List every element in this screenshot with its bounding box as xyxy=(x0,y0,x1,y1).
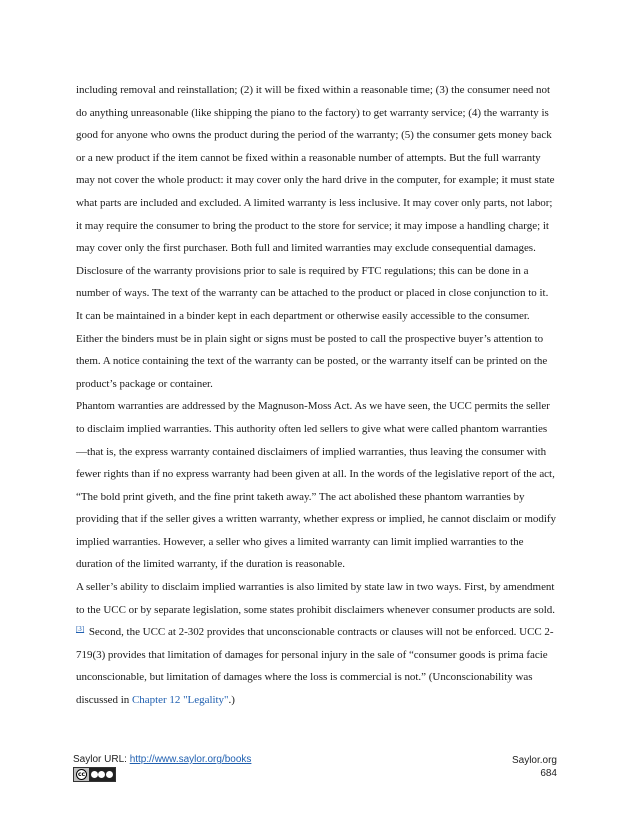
cc-icon: cc xyxy=(77,771,86,778)
license-terms-icons xyxy=(89,768,115,781)
footer-page-info xyxy=(512,754,557,780)
paragraph-text-middle: Second, the UCC at 2-302 provides that unconscionable contracts or clauses will not be enforced. UCC 2-719(3) provides that limitation of damages for personal injury in the sale of “consumer goods is prima facie unconscionable, but limitation of damages where the loss is commercial is not.” (Unconscionability was discussed in xyxy=(76,626,554,707)
page-number: 684 xyxy=(540,768,557,779)
by-icon xyxy=(91,771,98,778)
chapter-12-link[interactable]: Chapter 12 "Legality" xyxy=(131,694,229,707)
footer-source xyxy=(73,754,251,765)
paragraph-phantom-warranties: Phantom warranties are addressed by the Magnuson-Moss Act. As we have seen, the UCC permits the seller to disclaim implied warranties. This authority often led sellers to give what were called phantom warranties—that is, the express warranty contained disclaimers of implied warranties, thus leaving the consumer with fewer rights than if no express warranty had been given at all. In the words of the legislative report of the act, “The bold print giveth, and the fine print taketh away.” The act abolished these phantom warranties by providing that if the seller gives a written warranty, whether express or implied, he cannot disclaim or modify implied warranties. However, a seller who gives a limited warranty can limit implied warranties to the duration of the limited warranty, if the duration is reasonable. xyxy=(76,400,557,571)
paragraph-text-start: A seller’s ability to disclaim implied warranties is also limited by state law in two ways. First, by amendment to the UCC or by separate legislation, some states prohibit disclaimers whenever consumer products are sold. xyxy=(76,581,555,616)
paragraph-text-end: .) xyxy=(228,694,235,707)
page-body xyxy=(76,79,556,712)
creative-commons-license-badge[interactable] xyxy=(73,767,116,782)
footnote-ref-3[interactable]: [3] xyxy=(76,624,85,633)
nc-icon xyxy=(98,771,105,778)
paragraph-state-law-limits xyxy=(76,576,556,712)
paragraph-warranty-coverage: including removal and reinstallation; (2) it will be fixed within a reasonable time; (3) the consumer need not do anything unreasonable (like shipping the piano to the factory) to get warranty service; (4) the warranty is good for anyone who owns the product during the period of the warranty; (5) the consumer gets money back or a new product if the item cannot be fixed within a reasonable number of attempts. But the full warranty may not cover the whole product: it may cover only the hard drive in the computer, for example; it must state what parts are included and excluded. A limited warranty is less inclusive. It may cover only parts, not labor; it may require the consumer to bring the product to the store for service; it may impose a handling charge; it may cover only the first purchaser. Both full and limited warranties may exclude consequential damages. xyxy=(76,84,555,255)
paragraph-disclosure: Disclosure of the warranty provisions prior to sale is required by FTC regulations; this can be done in a number of ways. The text of the warranty can be attached to the product or placed in close conjunction to it. It can be maintained in a binder kept in each department or otherwise easily accessible to the consumer. Either the binders must be in plain sight or signs must be posted to call the prospective buyer’s attention to them. A notice containing the text of the warranty can be posted, or the warranty itself can be printed on the product’s package or container. xyxy=(76,264,549,390)
saylor-books-link[interactable]: http://www.saylor.org/books xyxy=(129,754,252,765)
sa-icon xyxy=(106,771,113,778)
footer-source-label: Saylor URL: xyxy=(73,754,130,765)
footer-site: Saylor.org xyxy=(511,755,557,766)
